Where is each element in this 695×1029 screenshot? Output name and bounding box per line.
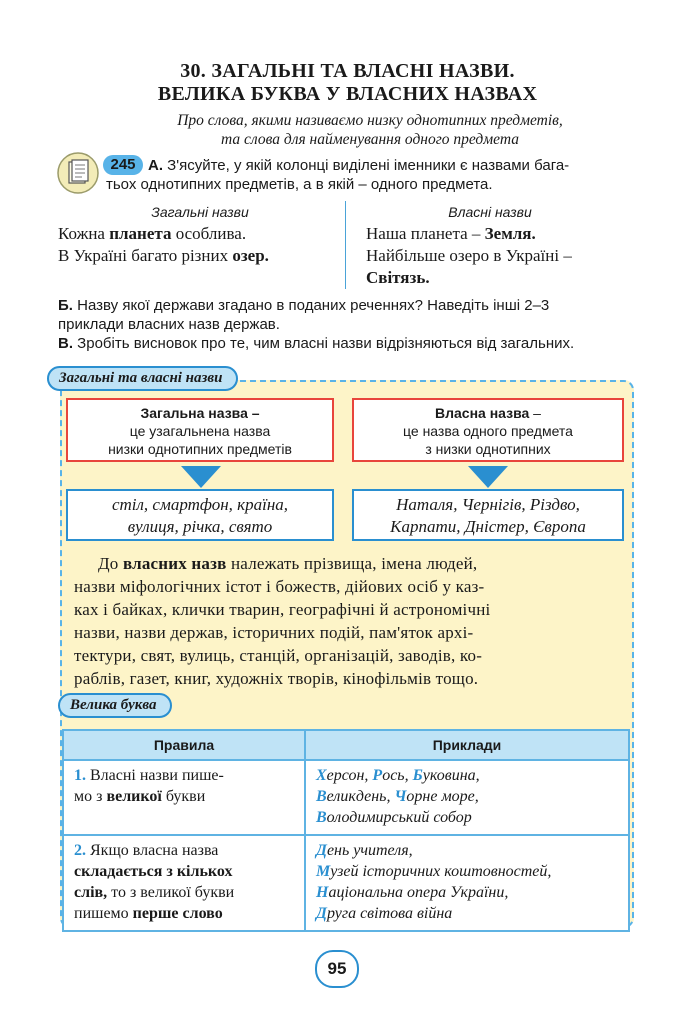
task-b-line-1: [58, 296, 648, 315]
title-line-2: ВЕЛИКА БУКВА У ВЛАСНИХ НАЗВАХ: [157, 83, 538, 105]
capitalization-rules-table: [62, 729, 630, 932]
table-row: [63, 760, 629, 835]
common-example-1-end: особлива.: [171, 224, 247, 243]
task-c-line: [58, 334, 658, 353]
common-example-1-bold: планета: [109, 224, 172, 243]
proper-name-examples: [352, 489, 624, 541]
proper-example-3: Світязь.: [366, 268, 430, 287]
page-number: 95: [315, 950, 359, 988]
task-a-text-1: З'ясуйте, у якій колонці виділені іменники є назвами бага-: [167, 157, 570, 174]
table-header-rules: Правила: [63, 730, 305, 760]
example-word: руга світова війна: [326, 905, 453, 922]
subtitle-line-2: та слова для найменування одного предмета: [221, 131, 519, 148]
common-example-1-text: Кожна: [58, 224, 110, 243]
table-header-examples: Приклади: [305, 730, 629, 760]
rule-1-text-1: Власні назви пише-: [86, 767, 224, 784]
capital-letter: Б: [412, 767, 423, 784]
rule-1-bold: великої: [106, 788, 162, 805]
proper-def-term: Власна назва: [435, 405, 530, 421]
example-word: аціональна опера України,: [328, 884, 509, 901]
rule-2-number: 2.: [74, 842, 86, 859]
capital-letter: Р: [372, 767, 383, 784]
task-c-label: В.: [58, 335, 73, 352]
proper-examples-line-2: Карпати, Дністер, Європа: [390, 517, 586, 536]
task-a-line-2: тьох однотипних предметів, а в якій – одного предмета.: [106, 176, 493, 193]
table-row: [63, 835, 629, 931]
rule-2-text-4: пишемо: [74, 905, 133, 922]
paragraph-line-6: раблів, газет, книг, художніх творів, кінофільмів тощо.: [74, 669, 479, 688]
capital-letter: В: [316, 788, 327, 805]
notebook-icon: [57, 152, 99, 194]
rule-1-examples: [305, 760, 629, 835]
example-word: уковина,: [422, 767, 480, 784]
rule-2: [63, 835, 305, 931]
proper-names-heading: Власні назви: [448, 204, 532, 220]
rule-1: [63, 760, 305, 835]
example-word: ось,: [382, 767, 413, 784]
rule-2-text-3: то з великої букви: [107, 884, 235, 901]
example-word: орне море,: [406, 788, 479, 805]
proper-example-1: [366, 223, 536, 245]
common-examples-line-1: стіл, смартфон, країна,: [111, 495, 289, 514]
proper-name-definition: [352, 398, 624, 462]
task-b-label: Б.: [58, 297, 73, 314]
rule-2-bold-1: складається з кількох: [74, 863, 233, 880]
task-a-label: А.: [148, 157, 163, 174]
common-example-1: [58, 223, 246, 245]
paragraph-line-4: назви, назви держав, історичних подій, пам'яток архі-: [74, 623, 474, 642]
common-def-line-3: низки однотипних предметів: [108, 441, 292, 457]
rule-2-bold-3: перше слово: [132, 905, 223, 922]
rule-1-number: 1.: [74, 767, 86, 784]
proper-examples-line-1: Наталя, Чернігів, Різдво,: [396, 495, 580, 514]
capital-letter: Н: [316, 884, 329, 901]
task-b-line-2: приклади власних назв держав.: [58, 316, 280, 333]
example-line: [316, 786, 620, 807]
common-examples-line-2: вулиця, річка, свято: [127, 517, 273, 536]
task-c-text: Зробіть висновок про те, чим власні назви відрізняються від загальних.: [77, 335, 575, 352]
paragraph-line-3: ках і байках, клички тварин, географічні й астрономічні: [74, 600, 491, 619]
column-divider: [345, 201, 346, 289]
title-line-1: 30. ЗАГАЛЬНІ ТА ВЛАСНІ НАЗВИ.: [180, 60, 515, 82]
capital-letter: М: [316, 863, 331, 880]
proper-example-1-bold: Земля.: [484, 224, 536, 243]
example-word: олодимирський собор: [326, 809, 472, 826]
example-line: [316, 882, 620, 903]
paragraph-line-1-bold: власних назв: [122, 554, 227, 573]
paragraph-line-1-end: належать прізвища, імена людей,: [226, 554, 478, 573]
capital-letter: Ч: [394, 788, 407, 805]
example-line: [316, 861, 620, 882]
exercise-number-badge: 245: [103, 155, 143, 175]
task-b-text-1: Назву якої держави згадано в поданих реченнях? Наведіть інші 2–3: [77, 297, 550, 314]
common-example-2-bold: озер.: [232, 246, 269, 265]
capital-letter: Д: [316, 905, 327, 922]
common-def-line-2: це узагальнена назва: [129, 423, 271, 439]
example-line: [316, 807, 620, 828]
subtitle-line-1: Про слова, якими називаємо низку однотипних предметів,: [177, 112, 563, 129]
common-example-2: [58, 245, 269, 267]
example-word: узей історичних коштовностей,: [330, 863, 552, 880]
common-names-heading: Загальні назви: [151, 204, 249, 220]
proper-def-line-3: з низки однотипних: [425, 441, 551, 457]
rule-2-examples: [305, 835, 629, 931]
rule-2-text-1: Якщо власна назва: [86, 842, 219, 859]
common-def-term: Загальна назва –: [140, 405, 260, 421]
example-word: ерсон,: [326, 767, 373, 784]
common-example-2-text: В Україні багато різних: [58, 246, 233, 265]
example-line: [316, 840, 620, 861]
example-line: [316, 903, 620, 924]
rule-1-text-2: мо з: [74, 788, 107, 805]
capital-letter: В: [316, 809, 327, 826]
proper-example-2: Найбільше озеро в Україні –: [366, 246, 572, 265]
rule-2-bold-2: слів,: [74, 884, 108, 901]
paragraph-line-1: [74, 552, 622, 575]
common-name-definition: [66, 398, 334, 462]
capital-letter: Х: [316, 767, 327, 784]
proper-example-1-text: Наша планета –: [366, 224, 485, 243]
section-badge-capital-letter: Велика буква: [58, 693, 172, 718]
common-name-examples: [66, 489, 334, 541]
paragraph-line-2: назви міфологічних істот і божеств, дійових осіб у каз-: [74, 577, 485, 596]
paragraph-line-5: тектури, свят, вулиць, станцій, організацій, заводів, ко-: [74, 646, 483, 665]
proper-def-line-2: це назва одного предмета: [403, 423, 573, 439]
paragraph-line-1-text: До: [98, 554, 123, 573]
example-word: ень учителя,: [326, 842, 413, 859]
section-badge-common-proper: Загальні та власні назви: [47, 366, 238, 391]
example-word: еликдень,: [326, 788, 395, 805]
proper-def-dash: –: [529, 405, 541, 421]
capital-letter: Д: [316, 842, 327, 859]
rule-1-text-3: букви: [161, 788, 206, 805]
example-line: [316, 765, 620, 786]
task-a-line-1: [148, 156, 648, 175]
